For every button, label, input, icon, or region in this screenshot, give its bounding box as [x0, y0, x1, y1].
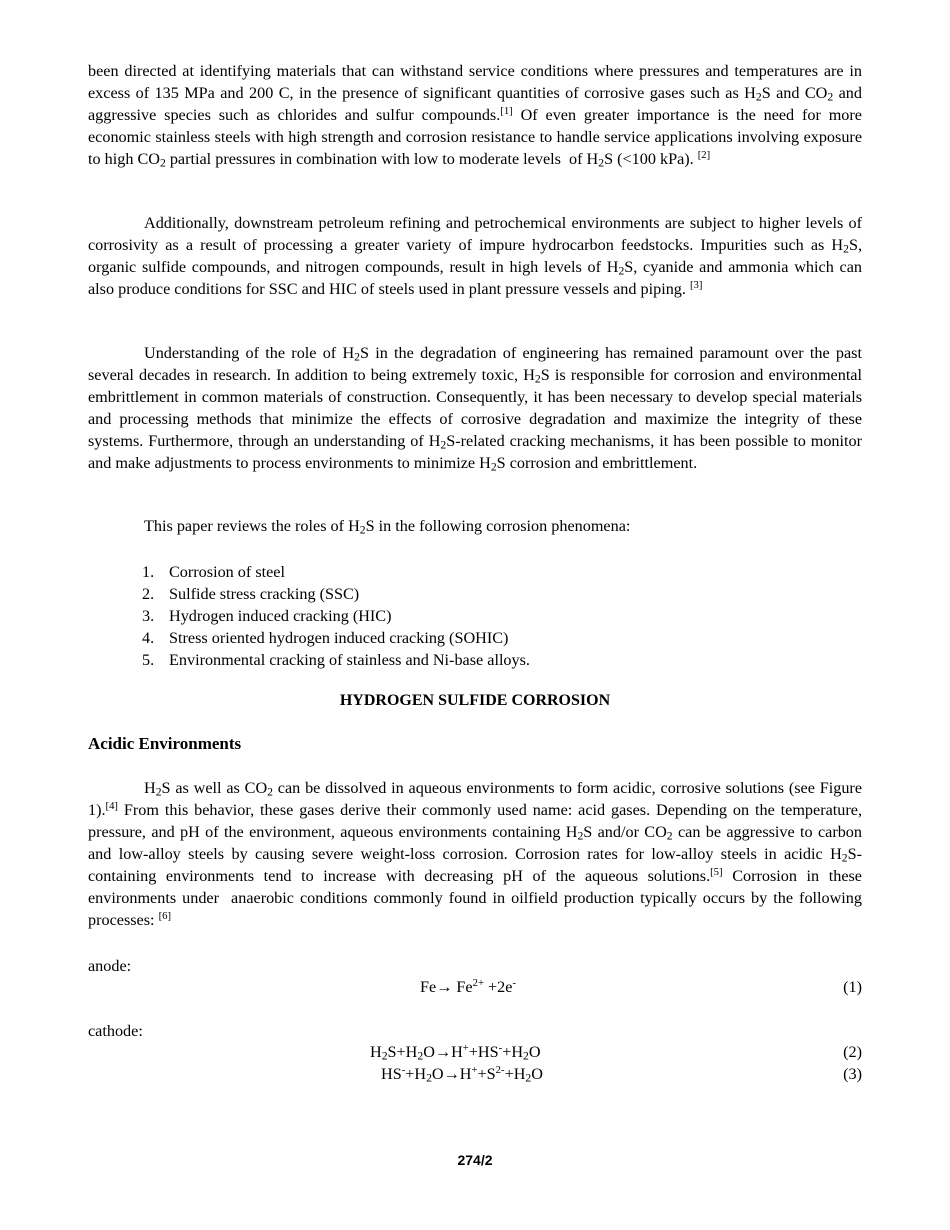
p4-seg: This paper reviews the roles of $H_2S$ in the following corrosion phenomena: [144, 517, 631, 537]
equation-3-number: (3) [843, 1065, 862, 1083]
list-item-text: Corrosion of steel [169, 563, 285, 581]
list-item-text: Hydrogen induced cracking (HIC) [169, 607, 392, 625]
list-item-text: Stress oriented hydrogen induced cracking (SOHIC) [169, 629, 509, 647]
page-number: 274/2 [457, 1152, 493, 1168]
intro-paragraph-1 [88, 60, 862, 170]
phenomena-list [142, 561, 530, 671]
p5-seg: $H_2S$ as well as $CO_2$ can be dissolved in aqueous environments to form acidic, corrosive solutions (see Figure 1).[4] From this behavior, these gases derive their commonly used name: acid gases. Depending on the temperature, pressure, and pH of the environment, aqueous environments containing $H_2S$ and/or $CO_2$ can be aggressive to carbon and low-alloy steels by causing severe weight-loss corrosion. Corrosion rates for low-alloy steels in acidic $H_2S$-containing environments tend to increase with decreasing pH of the aqueous solutions.[5] Corrosion in these environments under anaerobic conditions commonly found in oilfield production typically occurs by the following processes: [6] [88, 779, 863, 929]
equation-3: $HS^-+H_2O\to H^++S^{2-}+H_2O$ [381, 1064, 543, 1085]
intro-paragraph-3 [88, 342, 862, 474]
list-item [142, 605, 530, 627]
equation-2: $H_2S+H_2O\to H^++HS^-+H_2O$ [370, 1042, 541, 1063]
list-item-number: 5. [142, 651, 155, 669]
list-item-number: 1. [142, 563, 155, 581]
acidic-paragraph [88, 777, 862, 931]
list-item-text: Environmental cracking of stainless and Ni-base alloys. [169, 651, 530, 669]
equation-2-number: (2) [843, 1043, 862, 1061]
equation-1-number: (1) [843, 978, 862, 996]
equation-1: $Fe\to Fe^{2+} +2e^-$ [420, 977, 517, 996]
intro-paragraph-2 [88, 212, 862, 300]
list-item-number: 2. [142, 585, 155, 603]
list-item [142, 583, 530, 605]
p3-seg: Understanding of the role of $H_2S$ in the degradation of engineering has remained paramount over the past several decades in research. In addition to being extremely toxic, $H_2S$ is responsible for corrosion and environmental embrittlement in common materials of construction. Consequently, it has been necessary to develop special materials and processing methods that minimize the effects of corrosive degradation and maximize the integrity of these systems. Furthermore, through an understanding of $H_2S$-related cracking mechanisms, it has been possible to monitor and make adjustments to process environments to minimize $H_2S$ corrosion and embrittlement. [88, 344, 862, 474]
list-item [142, 561, 530, 583]
list-item [142, 649, 530, 671]
list-item-number: 4. [142, 629, 155, 647]
list-item-text: Sulfide stress cracking (SSC) [169, 585, 360, 603]
anode-label: anode: [88, 957, 132, 975]
cathode-label: cathode: [88, 1022, 143, 1040]
section-subheading: Acidic Environments [88, 734, 242, 753]
section-heading: HYDROGEN SULFIDE CORROSION [339, 692, 611, 709]
list-item [142, 627, 530, 649]
list-item-number: 3. [142, 607, 155, 625]
p1-seg: been directed at identifying materials that can withstand service conditions where pressures and temperatures are in excess of 135 MPa and 200 C, in the presence of significant quantities of corrosive gases such as $H_2S$ and $CO_2$ and aggressive species such as chlorides and sulfur compounds.[1] Of even greater importance is the need for more economic stainless steels with high strength and corrosion resistance to handle service applications involving exposure to high $CO_2$ partial pressures in combination with low to moderate levels of $H_2S$ (<100 kPa). [2] [88, 62, 862, 170]
p2-seg: Additionally, downstream petroleum refining and petrochemical environments are subject to higher levels of corrosivity as a result of processing a greater variety of impure hydrocarbon feedstocks. Impurities such as $H_2S$, organic sulfide compounds, and nitrogen compounds, result in high levels of $H_2S$, cyanide and ammonia which can also produce conditions for SSC and HIC of steels used in plant pressure vessels and piping. [3] [88, 214, 862, 298]
intro-paragraph-4 [88, 515, 862, 537]
